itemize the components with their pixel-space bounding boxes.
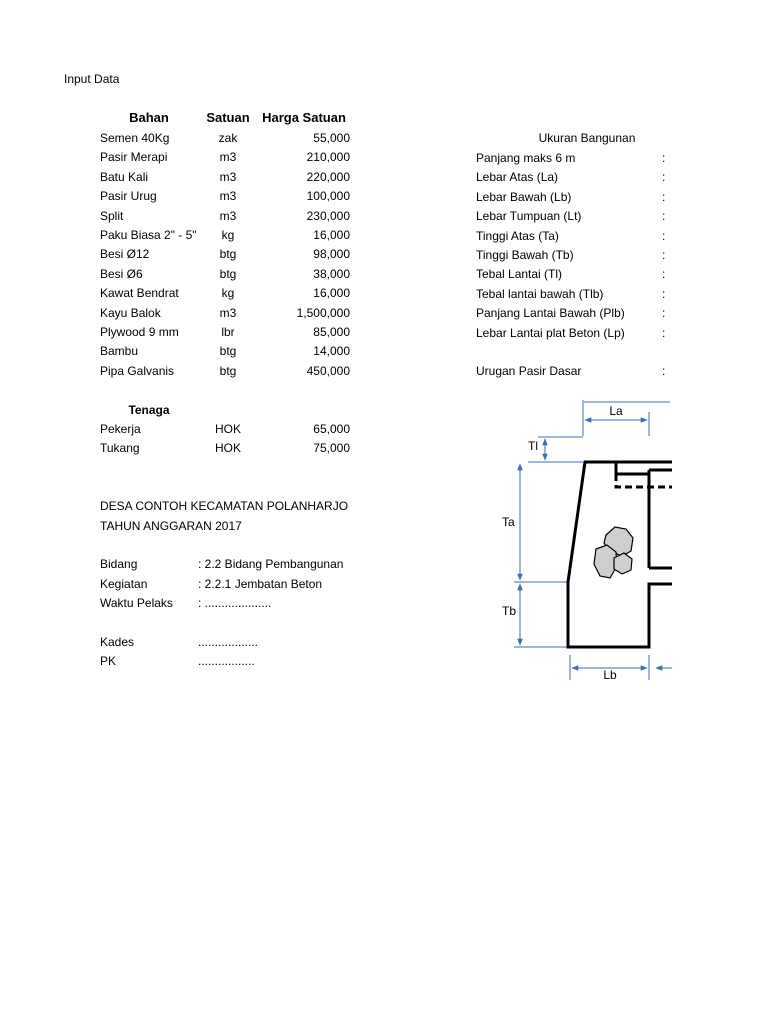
- waktu-label: Waktu Pelaks: [100, 596, 173, 610]
- bahan-price: 16,000: [313, 228, 350, 242]
- bahan-name: Split: [100, 208, 124, 223]
- ukuran-sep: :: [662, 306, 666, 321]
- page-title: Input Data: [64, 72, 120, 86]
- kades-label: Kades: [100, 635, 135, 649]
- ukuran-label: Lebar Tumpuan (Lt): [476, 209, 582, 224]
- label-ta: Ta: [502, 515, 515, 529]
- tenaga-name: Tukang: [100, 441, 140, 456]
- bahan-unit: kg: [221, 228, 235, 242]
- ukuran-label: Tinggi Atas (Ta): [476, 228, 559, 243]
- bahan-unit: btg: [219, 266, 237, 281]
- bahan-name: Paku Biasa 2" - 5": [100, 228, 197, 242]
- bahan-unit: btg: [219, 344, 237, 359]
- bidang-label: Bidang: [100, 557, 138, 571]
- ukuran-label: Tebal lantai bawah (Tlb): [476, 286, 604, 301]
- bahan-price: 450,000: [306, 363, 350, 378]
- label-la: La: [609, 404, 623, 418]
- ukuran-label: Panjang maks 6 m: [476, 151, 576, 165]
- bahan-price: 85,000: [313, 325, 350, 339]
- bahan-price: 230,000: [306, 208, 350, 223]
- bahan-unit: m3: [219, 169, 237, 184]
- label-lb: Lb: [603, 668, 617, 682]
- tenaga-unit: HOK: [214, 422, 241, 436]
- bahan-price: 100,000: [306, 189, 350, 204]
- bidang-value: : 2.2 Bidang Pembangunan: [198, 557, 344, 571]
- deck-slab-dashed-outline: [616, 474, 672, 487]
- stone-3: [614, 553, 632, 574]
- ukuran-label: Lebar Lantai plat Beton (Lp): [476, 325, 625, 340]
- ukuran-sep: :: [662, 228, 666, 243]
- urugan-sep: :: [662, 364, 666, 378]
- bahan-unit: m3: [219, 150, 237, 165]
- bahan-unit: zak: [218, 131, 238, 145]
- pk-value: .................: [198, 654, 255, 668]
- kegiatan-label: Kegiatan: [100, 577, 148, 591]
- urugan-label: Urugan Pasir Dasar: [476, 364, 582, 378]
- ukuran-label: Tinggi Bawah (Tb): [476, 248, 574, 262]
- ukuran-label: Tebal Lantai (Tl): [476, 267, 563, 282]
- bahan-name: Bambu: [100, 344, 139, 359]
- bahan-name: Kayu Balok: [100, 305, 161, 320]
- kades-value: ..................: [198, 635, 259, 649]
- bahan-name: Pasir Urug: [100, 189, 157, 204]
- header-bahan: Bahan: [129, 110, 169, 125]
- bahan-name: Plywood 9 mm: [100, 325, 179, 339]
- bahan-unit: m3: [219, 208, 237, 223]
- bahan-unit: m3: [219, 189, 237, 204]
- bahan-name: Besi Ø6: [100, 266, 143, 281]
- bahan-unit: btg: [219, 363, 237, 378]
- bahan-name: Besi Ø12: [100, 247, 150, 262]
- bahan-name: Pipa Galvanis: [100, 363, 175, 378]
- label-tb: Tb: [502, 604, 517, 618]
- tenaga-name: Pekerja: [100, 422, 141, 436]
- bahan-price: 14,000: [313, 344, 350, 359]
- header-harga-satuan: Harga Satuan: [262, 110, 346, 125]
- ukuran-label: Panjang Lantai Bawah (Plb): [476, 306, 625, 321]
- bahan-name: Semen 40Kg: [100, 131, 170, 145]
- ukuran-label: Lebar Atas (La): [476, 170, 559, 185]
- pk-label: PK: [100, 654, 117, 668]
- bahan-unit: lbr: [221, 325, 235, 339]
- info-tahun: TAHUN ANGGARAN 2017: [100, 519, 242, 533]
- bahan-unit: m3: [219, 305, 237, 320]
- bahan-price: 210,000: [306, 150, 350, 165]
- bahan-price: 98,000: [313, 247, 350, 262]
- waktu-value: : ....................: [198, 596, 272, 610]
- bahan-price: 38,000: [313, 266, 350, 281]
- tenaga-price: 65,000: [313, 422, 350, 436]
- header-tenaga: Tenaga: [128, 403, 170, 417]
- ukuran-label: Lebar Bawah (Lb): [476, 189, 572, 204]
- ukuran-sep: :: [662, 248, 666, 262]
- ukuran-sep: :: [662, 151, 666, 165]
- bahan-price: 220,000: [306, 169, 350, 184]
- header-satuan: Satuan: [206, 110, 250, 125]
- ukuran-sep: :: [662, 267, 666, 282]
- bahan-price: 16,000: [313, 286, 350, 301]
- ukuran-sep: :: [662, 170, 666, 185]
- bahan-price: 1,500,000: [296, 305, 350, 320]
- bahan-unit: btg: [219, 247, 237, 262]
- kegiatan-value: : 2.2.1 Jembatan Beton: [198, 577, 323, 591]
- ukuran-sep: :: [662, 325, 666, 340]
- ukuran-sep: :: [662, 189, 666, 204]
- bahan-price: 55,000: [313, 131, 350, 145]
- info-desa: DESA CONTOH KECAMATAN POLANHARJO: [100, 499, 349, 513]
- label-tl: Tl: [528, 439, 538, 453]
- bahan-name: Batu Kali: [100, 169, 149, 184]
- bahan-name: Kawat Bendrat: [100, 286, 179, 301]
- tenaga-price: 75,000: [313, 441, 350, 456]
- header-ukuran-bangunan: Ukuran Bangunan: [538, 131, 636, 145]
- ukuran-sep: :: [662, 286, 666, 301]
- ukuran-sep: :: [662, 209, 666, 224]
- tenaga-unit: HOK: [214, 441, 241, 456]
- bahan-name: Pasir Merapi: [100, 150, 168, 165]
- bahan-unit: kg: [221, 286, 235, 301]
